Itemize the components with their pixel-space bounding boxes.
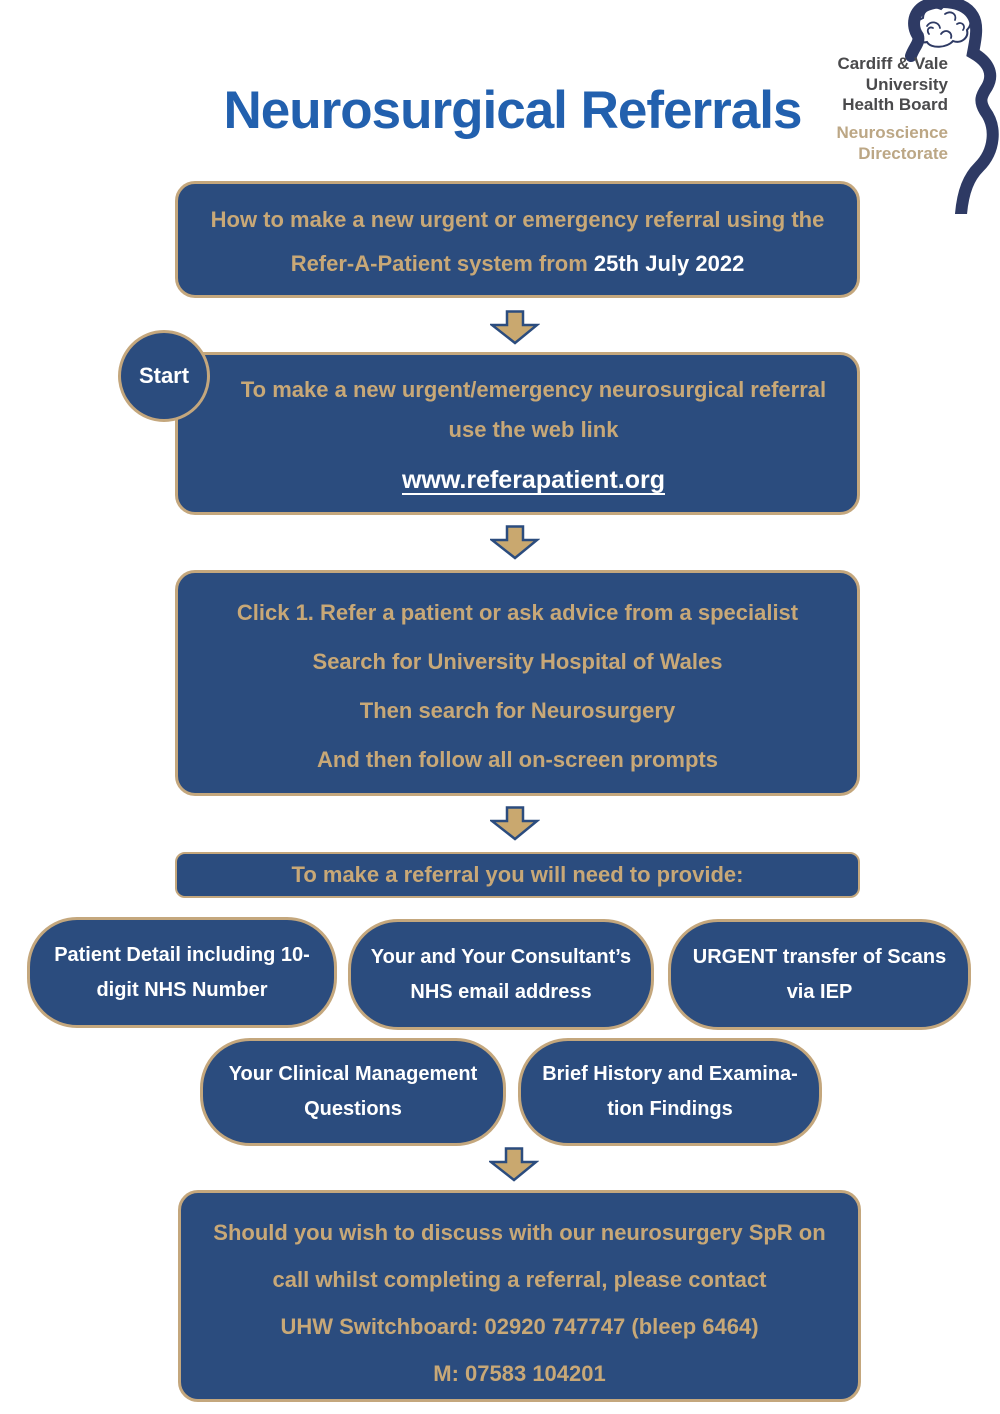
intro-box (175, 181, 860, 298)
pill-line: digit NHS Number (96, 978, 268, 1001)
intro-line-1: How to make a new urgent or emergency referral using the (210, 207, 825, 232)
logo-dept-line: Neuroscience (836, 123, 948, 143)
switchboard-number: UHW Switchboard: 02920 747747 (bleep 6464) (280, 1314, 759, 1339)
mobile-number: M: 07583 104201 (433, 1361, 606, 1386)
intro-line-2: Refer-A-Patient system from 25th July 2022 (290, 251, 745, 276)
page-title: Neurosurgical Referrals (223, 80, 802, 140)
weblink-box (175, 352, 860, 515)
pill-line: tion Findings (607, 1098, 733, 1120)
referapatient-link[interactable]: www.referapatient.org (401, 466, 665, 494)
requirement-pill-patient-detail (27, 917, 337, 1028)
logo-org-line: Cardiff & Vale (837, 54, 948, 73)
logo-org-line: University (865, 74, 948, 94)
contact-line-1: Should you wish to discuss with our neurosurgery SpR on (213, 1220, 826, 1245)
start-label: Start (138, 363, 190, 388)
logo-dept-line: Directorate (858, 143, 948, 163)
down-arrow-icon (490, 525, 540, 560)
requirement-pill-history-findings (518, 1038, 822, 1146)
go-live-date: 25th July 2022 (593, 251, 745, 276)
contact-line-2: call whilst completing a referral, please contact (272, 1267, 767, 1292)
down-arrow-icon (490, 806, 540, 841)
steps-box (175, 570, 860, 796)
pill-line: Brief History and Examina- (542, 1063, 798, 1085)
pill-line: URGENT transfer of Scans (692, 945, 947, 968)
step-line-3: Then search for Neurosurgery (359, 698, 676, 723)
contact-box (178, 1190, 861, 1402)
start-node (118, 330, 210, 422)
pill-line: Your Clinical Management (228, 1063, 478, 1085)
logo-text-block (837, 54, 949, 165)
logo-org-line: Health Board (842, 95, 948, 115)
step-line-2: Search for University Hospital of Wales (312, 649, 723, 674)
pill-line: Patient Detail including 10- (54, 943, 310, 966)
pill-line: Questions (304, 1098, 402, 1120)
pill-line: NHS email address (410, 980, 592, 1003)
pill-line: Your and Your Consultant’s (370, 945, 632, 968)
provide-header-bar (175, 852, 860, 898)
down-arrow-icon (490, 310, 540, 345)
step-line-4: And then follow all on-screen prompts (317, 747, 718, 772)
pill-line: via IEP (786, 980, 853, 1003)
step-line-1: Click 1. Refer a patient or ask advice from a specialist (236, 600, 799, 625)
down-arrow-icon (489, 1147, 539, 1182)
requirement-pill-urgent-scans (668, 919, 971, 1030)
requirement-pill-nhs-email (348, 919, 654, 1030)
weblink-line-2: use the web link (448, 417, 619, 442)
weblink-line-1: To make a new urgent/emergency neurosurgical referral (240, 377, 827, 402)
provide-header-text: To make a referral you will need to provide: (291, 862, 744, 887)
requirement-pill-clinical-questions (200, 1038, 506, 1146)
